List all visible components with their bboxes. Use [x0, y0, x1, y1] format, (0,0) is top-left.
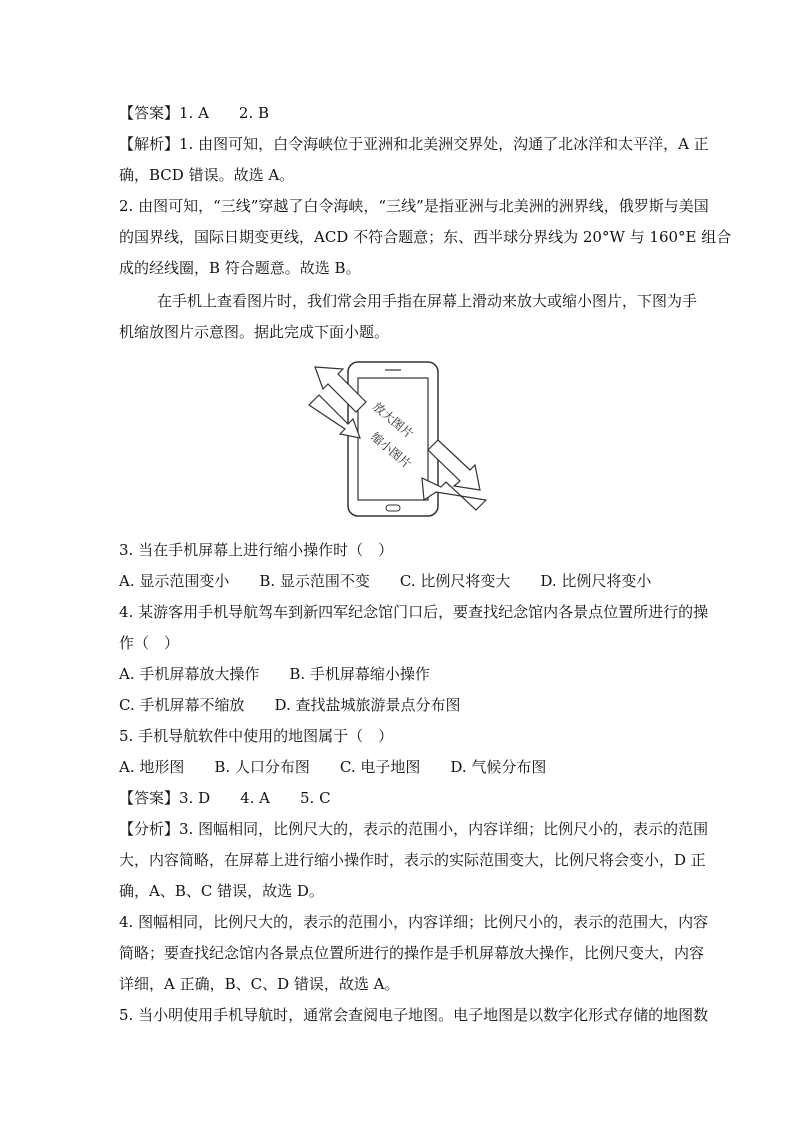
- analysis2-line-5: 简略；要查找纪念馆内各景点位置所进行的操作是手机屏幕放大操作，比例尺变大，内容: [119, 944, 705, 962]
- analysis2-line-4: 4. 图幅相同，比例尺大的，表示的范围小，内容详细；比例尺小的，表示的范围大，内容: [119, 913, 709, 931]
- question-4-options-1: A. 手机屏幕放大操作 B. 手机屏幕缩小操作: [119, 665, 430, 683]
- answer-line-2: 【答案】3. D 4. A 5. C: [119, 789, 331, 807]
- question-4-line-2: 作（ ）: [119, 634, 180, 652]
- question-3: 3. 当在手机屏幕上进行缩小操作时（ ）: [119, 541, 394, 559]
- analysis2-line-2: 大，内容简略，在屏幕上进行缩小操作时，表示的实际范围变大，比例尺将会变小，D 正: [119, 851, 706, 869]
- analysis-line-3: 2. 由图可知，“三线”穿越了白令海峡，“三线”是指亚洲与北美洲的洲界线，俄罗斯与美国: [119, 197, 709, 215]
- analysis2-line-7: 5. 当小明使用手机导航时，通常会查阅电子地图。电子地图是以数字化形式存储的地图数: [119, 1006, 709, 1024]
- question-4-line-1: 4. 某游客用手机导航驾车到新四军纪念馆门口后，要查找纪念馆内各景点位置所进行的操: [119, 603, 709, 621]
- question-4-options-2: C. 手机屏幕不缩放 D. 查找盐城旅游景点分布图: [119, 696, 461, 714]
- analysis2-line-3: 确，A、B、C 错误，故选 D。: [119, 882, 324, 900]
- label-zoom-out: 缩小图片: [368, 429, 414, 472]
- intro-line-1: 在手机上查看图片时，我们常会用手指在屏幕上滑动来放大或缩小图片，下图为手: [157, 292, 698, 310]
- analysis-line-5: 成的经线圈，B 符合题意。故选 B。: [119, 259, 361, 277]
- intro-line-2: 机缩放图片示意图。据此完成下面小题。: [119, 323, 390, 341]
- question-5-options: A. 地形图 B. 人口分布图 C. 电子地图 D. 气候分布图: [119, 758, 547, 776]
- analysis2-line-1: 【分析】3. 图幅相同，比例尺大的，表示的范围小，内容详细；比例尺小的，表示的范围: [119, 820, 709, 838]
- question-5: 5. 手机导航软件中使用的地图属于（ ）: [119, 727, 394, 745]
- analysis2-line-6: 详细，A 正确，B、C、D 错误，故选 A。: [119, 975, 400, 993]
- label-zoom-in: 放大图片: [370, 399, 416, 442]
- phone-zoom-figure: [300, 350, 500, 520]
- answer-line-1: 【答案】1. A 2. B: [119, 104, 270, 122]
- question-3-options: A. 显示范围变小 B. 显示范围不变 C. 比例尺将变大 D. 比例尺将变小: [119, 572, 652, 590]
- analysis-line-4: 的国界线，国际日期变更线，ACD 不符合题意；东、西半球分界线为 20°W 与 160°E 组合: [119, 228, 732, 246]
- analysis-line-1: 【解析】1. 由图可知，白令海峡位于亚洲和北美洲交界处，沟通了北冰洋和太平洋，A 正: [119, 135, 709, 153]
- analysis-line-2: 确，BCD 错误。故选 A。: [119, 166, 295, 184]
